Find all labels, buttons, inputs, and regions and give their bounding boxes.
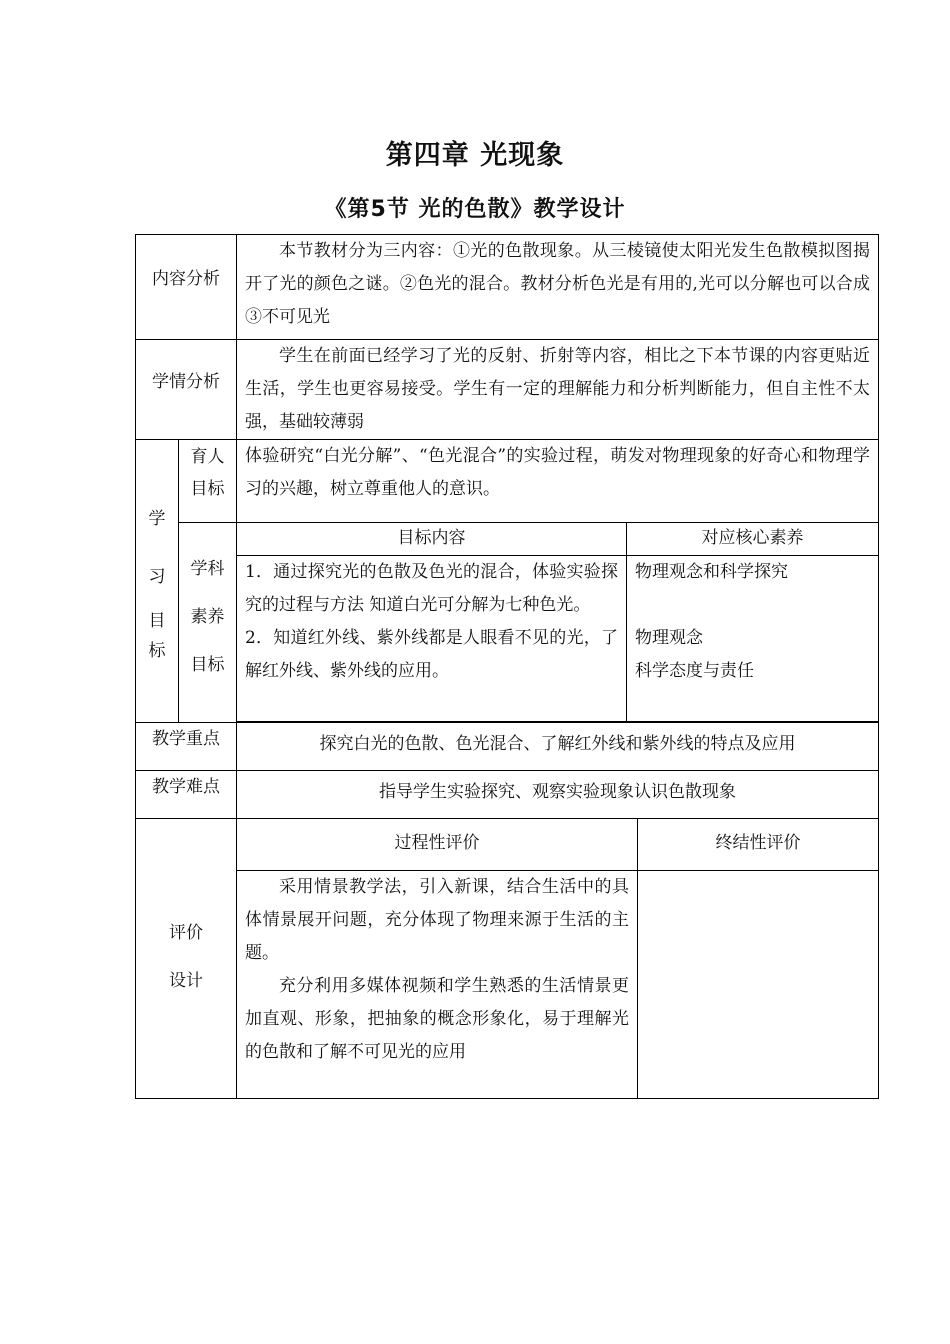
summary-eval-header-cell: [638, 819, 879, 871]
row-student-analysis: [136, 340, 879, 440]
education-goal-label-cell: [179, 440, 237, 523]
education-goal-label-line1: 育人: [190, 447, 225, 467]
education-goal-text: 体验研究“白光分解”、“色光混合”的实验过程，萌发对物理现象的好奇心和物理学习的兴趣，树立尊重他人的意识。: [245, 446, 871, 499]
competency-goal-label-line3: 目标: [190, 655, 225, 675]
goal-content-header: 目标内容: [397, 528, 466, 548]
core-literacy-header-cell: [627, 523, 879, 556]
content-analysis-label: 内容分析: [152, 269, 220, 289]
row-competency-header: [136, 523, 879, 556]
student-analysis-text-cell: [237, 340, 879, 440]
summary-eval-header: 终结性评价: [715, 833, 801, 853]
goal-item-2: 2．知道红外线、紫外线都是人眼看不见的光，了解红外线、紫外线的应用。: [245, 628, 618, 681]
row-competency-body: [136, 556, 879, 722]
learning-goals-label-cell: [136, 440, 179, 723]
content-analysis-label-cell: [136, 235, 237, 340]
key-point-text: 探究白光的色散、色光混合、了解红外线和紫外线的特点及应用: [319, 734, 796, 754]
content-analysis-text: 本节教材分为三内容：①光的色散现象。从三棱镜使太阳光发生色散模拟图揭开了光的颜色之谜。②色光的混合。教材分析色光是有用的,光可以分解也可以合成③不可见光: [245, 241, 871, 327]
process-eval-para-2: 充分利用多媒体视频和学生熟悉的生活情景更加直观、形象，把抽象的概念形象化，易于理解光的色散和了解不可见光的应用: [245, 976, 629, 1062]
core-literacy-header: 对应核心素养: [701, 528, 804, 548]
row-evaluation-body: [136, 871, 879, 1099]
process-eval-header-cell: [237, 819, 638, 871]
core-literacy-2: 物理观念: [635, 628, 703, 648]
core-literacy-1: 物理观念和科学探究: [635, 562, 788, 582]
learning-goals-char-4: 标: [148, 641, 166, 661]
student-analysis-label-cell: [136, 340, 237, 440]
row-evaluation-header: [136, 819, 879, 871]
core-literacy-cell: [627, 556, 879, 722]
chapter-title: 第四章 光现象: [385, 140, 565, 171]
education-goal-label-line2: 目标: [190, 479, 225, 499]
core-literacy-spacer: [627, 589, 878, 622]
lesson-title: 《第5节 光的色散》教学设计: [324, 197, 626, 222]
evaluation-label-line1: 评价: [169, 923, 203, 943]
row-content-analysis: [136, 235, 879, 340]
row-education-goal: [136, 440, 879, 523]
key-point-label: 教学重点: [152, 729, 220, 749]
learning-goals-char-2: 习: [148, 567, 166, 587]
process-eval-header: 过程性评价: [394, 833, 480, 853]
difficulty-text: 指导学生实验探究、观察实验现象认识色散现象: [379, 782, 736, 802]
evaluation-label-line2: 设计: [169, 971, 203, 991]
key-point-label-cell: [136, 723, 237, 771]
learning-goals-char-3: 目: [148, 611, 166, 631]
competency-goal-label-cell: [179, 523, 237, 723]
difficulty-label-cell: [136, 771, 237, 819]
student-analysis-text: 学生在前面已经学习了光的反射、折射等内容，相比之下本节课的内容更贴近生活，学生也更容易接受。学生有一定的理解能力和分析判断能力，但自主性不太强，基础较薄弱: [245, 346, 871, 432]
goal-content-header-cell: [237, 523, 627, 556]
competency-goal-label-line1: 学科: [190, 559, 225, 579]
process-eval-cell: [237, 871, 638, 1099]
row-difficulty: [136, 771, 879, 819]
process-eval-para-1: 采用情景教学法，引入新课，结合生活中的具体情景展开问题，充分体现了物理来源于生活的主题。: [245, 877, 629, 963]
row-key-point: [136, 723, 879, 771]
core-literacy-3: 科学态度与责任: [635, 661, 754, 681]
summary-eval-cell: [638, 871, 879, 1099]
learning-goals-char-1: 学: [148, 509, 166, 529]
difficulty-text-cell: [237, 771, 879, 819]
student-analysis-label: 学情分析: [152, 372, 220, 392]
competency-goal-label-line2: 素养: [190, 607, 225, 627]
goal-item-1: 1．通过探究光的色散及色光的混合，体验实验探究的过程与方法 知道白光可分解为七种色光。: [245, 562, 618, 615]
goal-content-cell: [237, 556, 627, 722]
key-point-text-cell: [237, 723, 879, 771]
content-analysis-text-cell: [237, 235, 879, 340]
lesson-design-table: [135, 234, 879, 1099]
education-goal-text-cell: [237, 440, 879, 523]
difficulty-label: 教学难点: [152, 777, 220, 797]
evaluation-label-cell: [136, 819, 237, 1099]
